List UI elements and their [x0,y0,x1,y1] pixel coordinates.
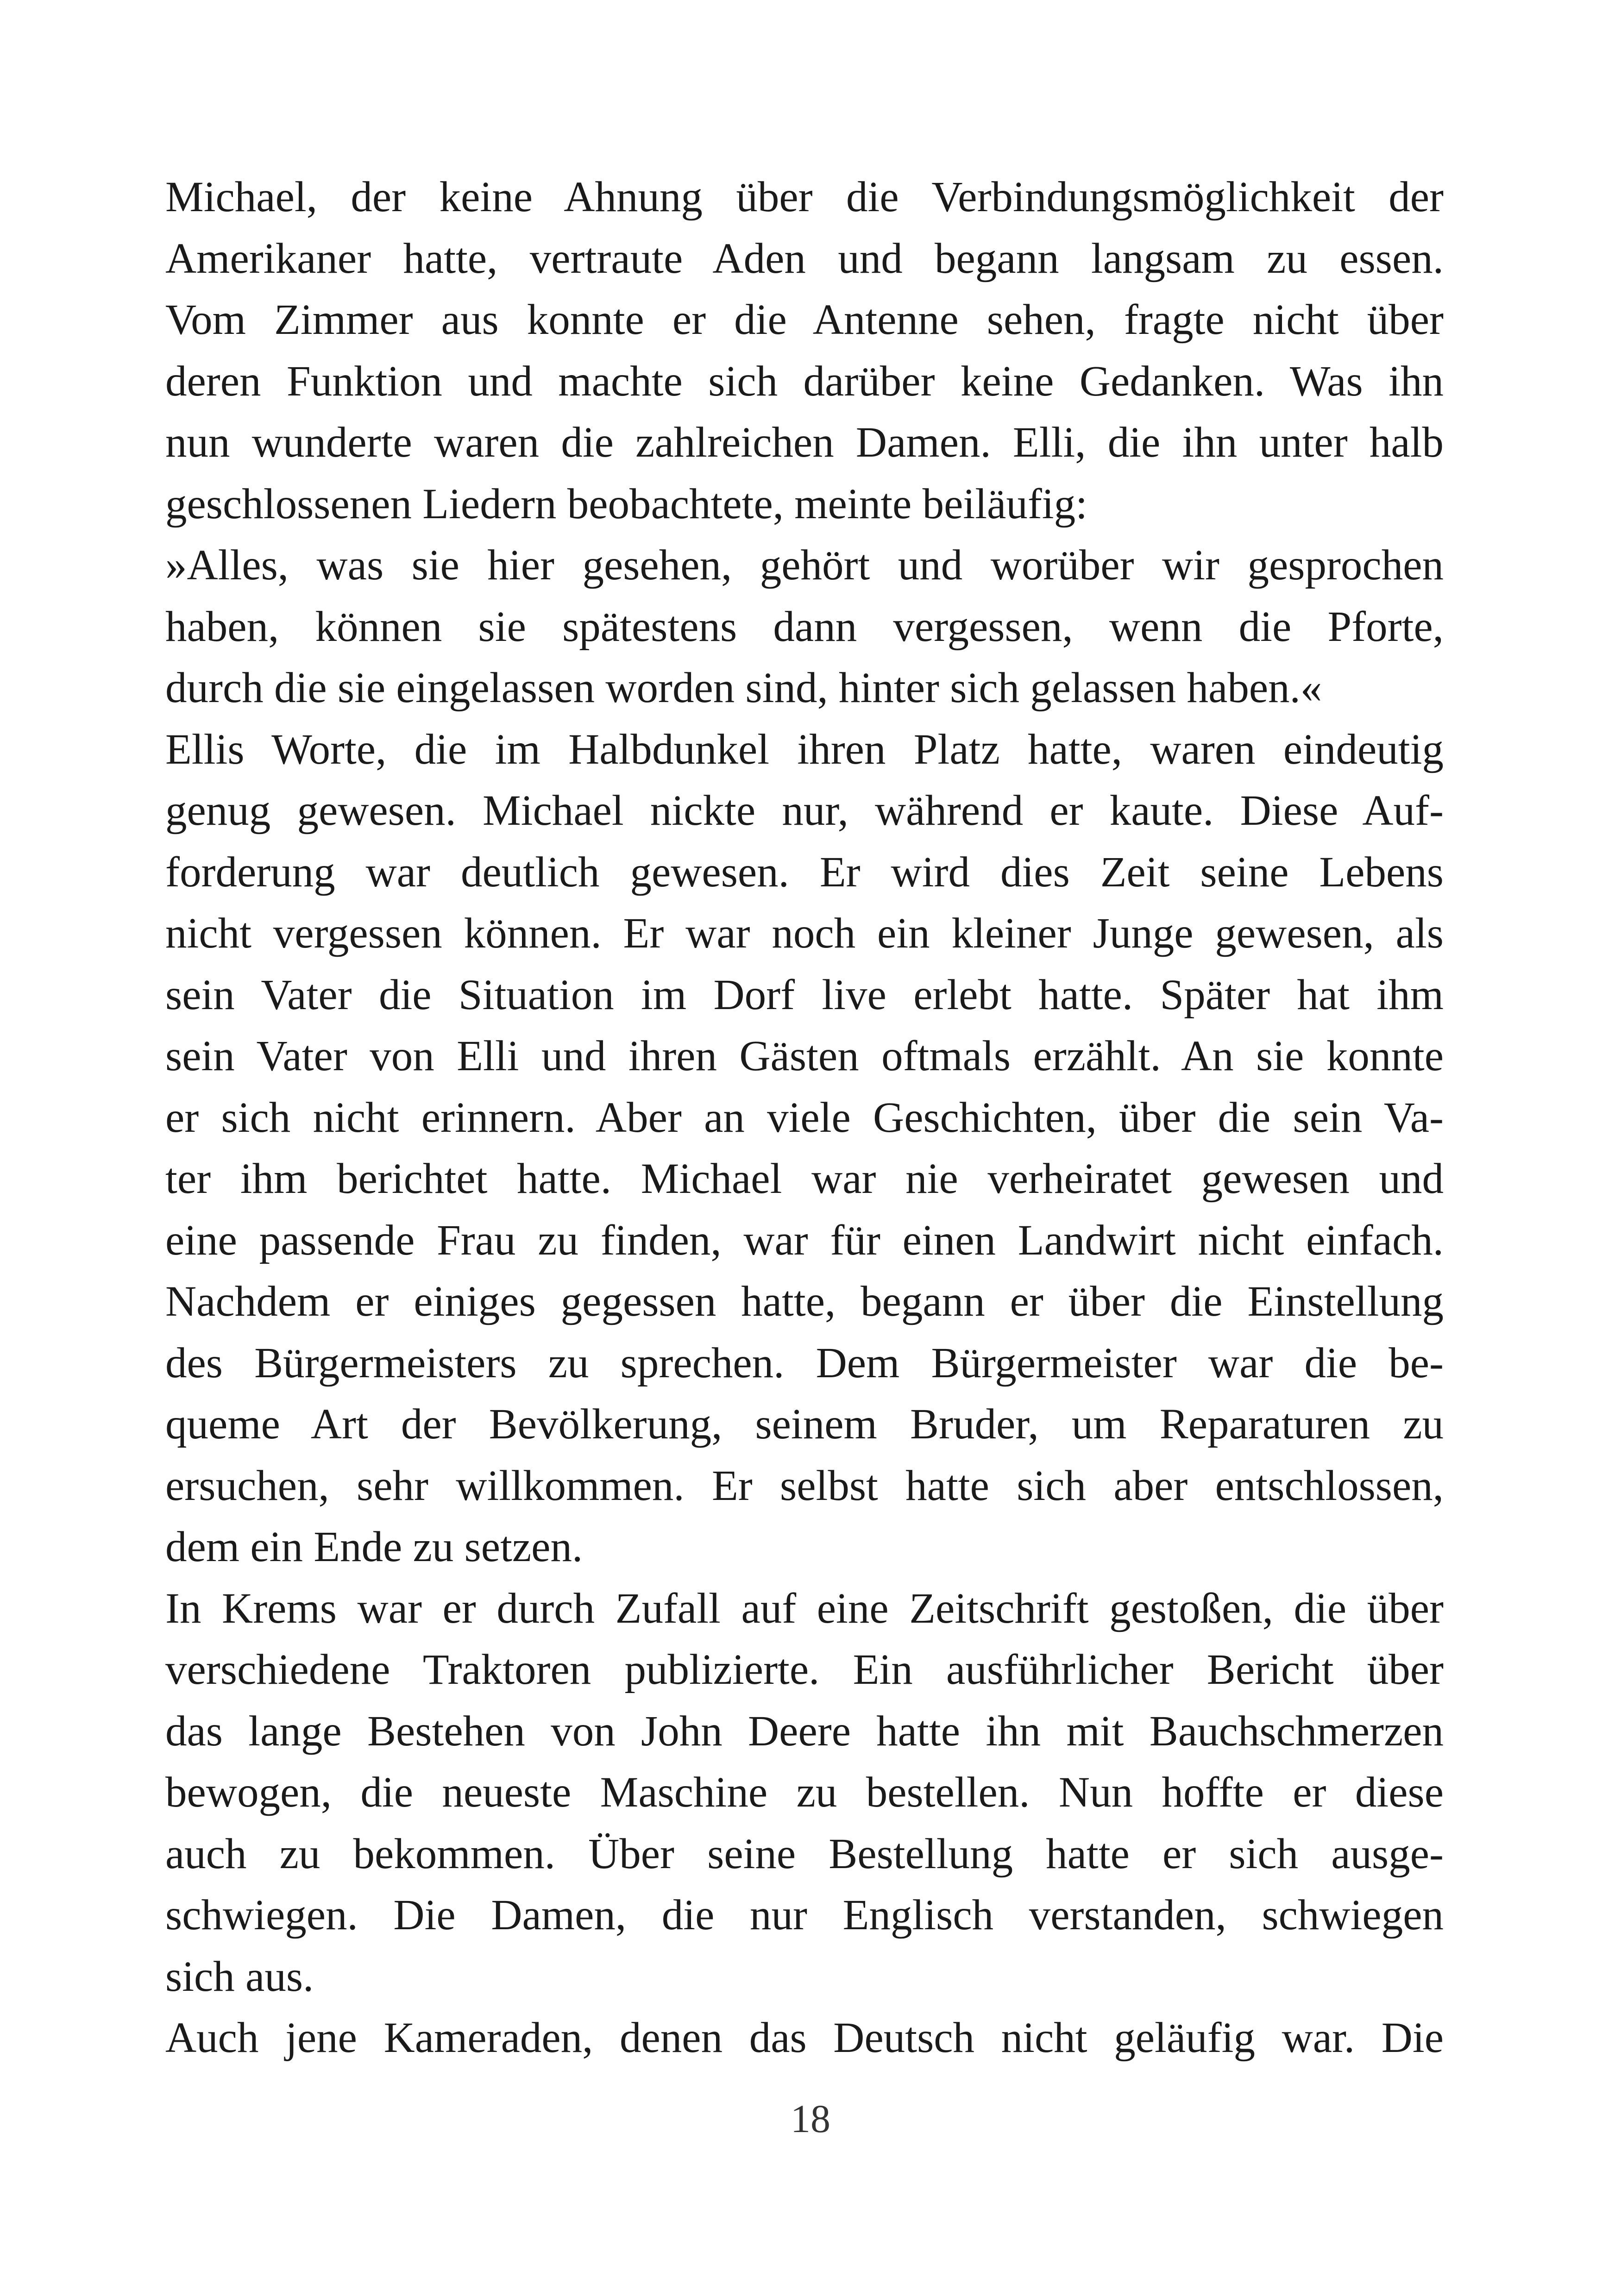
text-line: des Bürgermeisters zu sprechen. Dem Bürgermeister war die be- [165,1339,1444,1387]
text-line: ter ihm berichtet hatte. Michael war nie verheiratet gewesen und [165,1155,1444,1203]
text-line: das lange Bestehen von John Deere hatte ihn mit Bauchschmerzen [165,1707,1444,1755]
text-line: bewogen, die neueste Maschine zu bestellen. Nun hoffte er diese [165,1769,1444,1816]
text-line: auch zu bekommen. Über seine Bestellung hatte er sich ausge- [165,1830,1444,1878]
text-line: Auch jene Kameraden, denen das Deutsch nicht geläufig war. Die [165,2014,1444,2062]
text-line: haben, können sie spätestens dann vergessen, wenn die Pforte, [165,602,1444,651]
text-line: schwiegen. Die Damen, die nur Englisch verstanden, schwiegen [165,1891,1444,1939]
text-line: queme Art der Bevölkerung, seinem Bruder, um Reparaturen zu [165,1400,1444,1448]
text-line: dem ein Ende zu setzen. [165,1523,583,1571]
text-line: sein Vater die Situation im Dorf live erlebt hatte. Später hat ihm [165,971,1444,1019]
text-line: er sich nicht erinnern. Aber an viele Geschichten, über die sein Va- [165,1093,1444,1142]
text-line: sich aus. [165,1952,314,2001]
text-line: »Alles, was sie hier gesehen, gehört und worüber wir gesprochen [165,541,1444,589]
text-line: Amerikaner hatte, vertraute Aden und begann langsam zu essen. [165,234,1444,282]
text-line: Vom Zimmer aus konnte er die Antenne sehen, fragte nicht über [165,296,1444,344]
text-line: durch die sie eingelassen worden sind, hinter sich gelassen haben.« [165,664,1322,712]
text-line: nicht vergessen können. Er war noch ein kleiner Junge gewesen, als [165,910,1444,957]
text-line: genug gewesen. Michael nickte nur, während er kaute. Diese Auf- [165,787,1444,834]
page-number: 18 [791,2096,830,2141]
text-line: Nachdem er einiges gegessen hatte, begann er über die Einstellung [165,1278,1444,1325]
text-line: Michael, der keine Ahnung über die Verbindungsmöglichkeit der [165,173,1444,221]
text-line: geschlossenen Liedern beobachtete, meinte beiläufig: [165,480,1087,528]
text-line: deren Funktion und machte sich darüber keine Gedanken. Was ihn [165,357,1444,405]
text-line: verschiedene Traktoren publizierte. Ein ausführlicher Bericht über [165,1646,1444,1694]
text-line: nun wunderte waren die zahlreichen Damen. Elli, die ihn unter halb [165,419,1444,466]
text-line: Ellis Worte, die im Halbdunkel ihren Platz hatte, waren eindeutig [165,725,1444,773]
text-line: In Krems war er durch Zufall auf eine Zeitschrift gestoßen, die über [165,1584,1444,1632]
text-line: forderung war deutlich gewesen. Er wird dies Zeit seine Lebens [165,848,1444,896]
text-line: eine passende Frau zu finden, war für einen Landwirt nicht einfach. [165,1216,1444,1264]
text-line: ersuchen, sehr willkommen. Er selbst hatte sich aber entschlossen, [165,1462,1444,1510]
body-text [165,167,1444,2069]
text-line: sein Vater von Elli und ihren Gästen oftmals erzählt. An sie konnte [165,1032,1444,1080]
